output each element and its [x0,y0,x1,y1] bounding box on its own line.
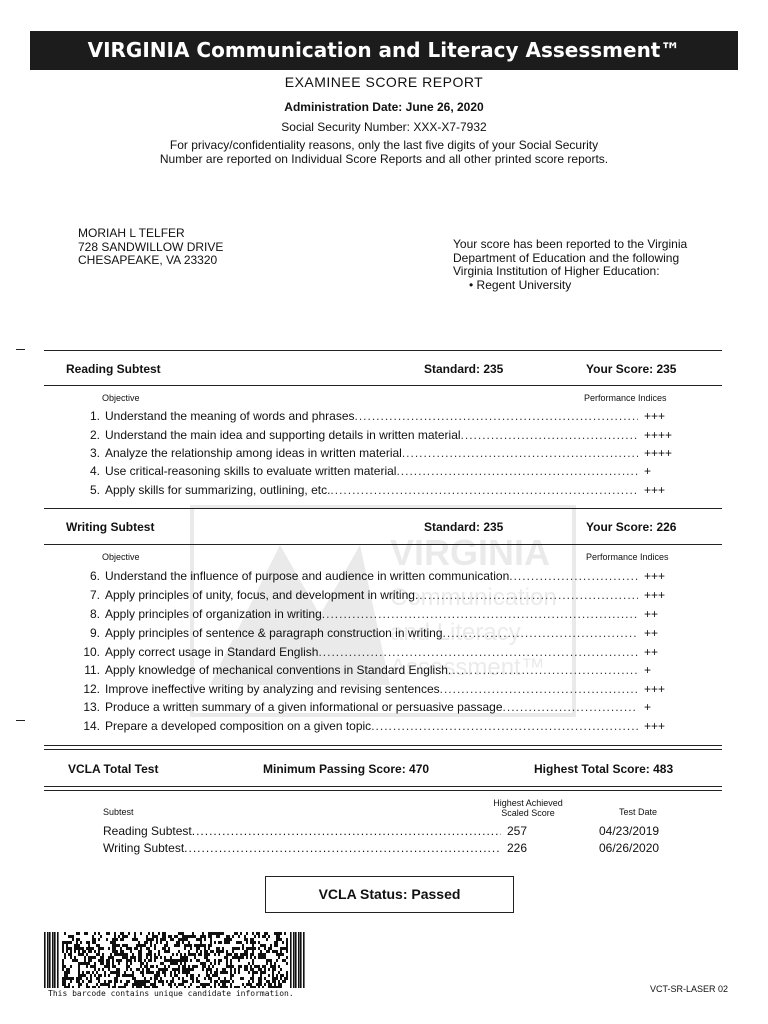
summary-subtest-header: Subtest [103,807,134,817]
performance-index: ++ [644,626,659,640]
report-subtitle: EXAMINEE SCORE REPORT [284,74,484,90]
objective-number: 2. [89,428,100,442]
watermark-line-4: Assessment™ [390,654,545,681]
summary-score: 226 [507,841,528,855]
performance-index: ++ [644,645,659,659]
objective-text: Apply skills for summarizing, outlining, etc. [105,483,331,497]
minimum-passing-score: Minimum Passing Score: 470 [263,762,430,776]
objective-text: Prepare a developed composition on a given topic [105,719,372,733]
summary-score: 257 [507,824,528,838]
performance-index: +++ [644,719,666,733]
performance-index: +++ [644,409,666,423]
objective-row [78,446,690,460]
objective-number: 7. [89,588,100,602]
objective-row [78,588,690,602]
margin-tick-bottom [16,720,25,721]
objective-row [78,682,690,696]
performance-index: + [644,700,652,714]
writing-objective-header: Objective [102,552,140,562]
objective-text: Understand the influence of purpose and audience in written communication [105,569,510,583]
objective-row [78,464,690,478]
reading-subtest-header [66,362,722,376]
total-test-title: VCLA Total Test [68,762,159,776]
writing-standard: Standard: 235 [424,520,504,534]
performance-index: +++ [644,588,666,602]
objective-text: Analyze the relationship among ideas in written material [105,446,402,460]
objective-text: Use critical-reasoning skills to evaluate written material [105,464,397,478]
objective-text: Apply principles of organization in writing [105,607,322,621]
notice-line-1: Your score has been reported to the Virginia [453,237,688,251]
summary-subtest: Reading Subtest [103,824,192,838]
summary-row [103,841,683,856]
total-test-row [68,762,722,776]
reading-objective-header: Objective [102,393,140,403]
score-header-line-1: Highest Achieved [493,798,563,808]
watermark-line-3: and Literacy [390,619,521,646]
objective-row [78,409,690,423]
objective-row [78,569,690,583]
objective-number: 13. [83,700,100,714]
notice-line-3: Virginia Institution of Higher Education: [453,264,660,278]
summary-subtest: Writing Subtest [103,841,185,855]
objective-number: 9. [89,626,100,640]
writing-indices-header: Performance Indices [586,552,669,562]
writing-your-score: Your Score: 226 [586,520,677,534]
objective-number: 11. [84,663,100,677]
objective-row [78,663,690,677]
writing-subtest-header [66,520,722,534]
objective-row [78,719,690,733]
privacy-line-1: For privacy/confidentiality reasons, only the last five digits of your Social Security [169,138,599,152]
objective-row [78,645,690,659]
objective-number: 6. [89,569,100,583]
objective-row [78,607,690,621]
highest-total-score: Highest Total Score: 483 [534,762,674,776]
reading-your-score: Your Score: 235 [586,362,677,376]
objective-text: Produce a written summary of a given informational or persuasive passage [105,700,503,714]
privacy-line-2: Number are reported on Individual Score Reports and all other printed score reports. [159,152,609,166]
performance-index: + [644,663,652,677]
summary-date: 06/26/2020 [599,841,660,855]
institution-item: • Regent University [469,277,572,292]
summary-date-header: Test Date [619,807,658,817]
notice-line-2: Department of Education and the following [453,250,680,265]
performance-index: ++++ [644,446,673,460]
watermark-line-2: Communication [390,584,557,611]
performance-index: ++++ [644,428,673,442]
social-security-number: Social Security Number: XXX-X7-7932 [281,120,487,134]
objective-row [78,428,690,442]
section-rule [44,508,722,509]
writing-subtest-title: Writing Subtest [66,520,155,534]
objective-text: Apply principles of sentence & paragraph construction in writing [105,626,443,640]
objective-text: Improve ineffective writing by analyzing and revising sentences [105,682,440,696]
objective-number: 1. [89,409,100,423]
objective-row [78,483,690,497]
summary-score-header [480,798,576,818]
summary-row [103,824,683,839]
performance-index: +++ [644,483,666,497]
double-rule [44,745,722,750]
score-header-line-2: Scaled Score [501,808,555,818]
objective-number: 10. [83,645,100,659]
section-rule [44,385,722,386]
performance-index: ++ [644,607,659,621]
administration-date: Administration Date: June 26, 2020 [284,100,484,114]
performance-index: +++ [644,682,666,696]
double-rule [44,786,722,791]
margin-tick-top [16,349,25,350]
objective-text: Understand the meaning of words and phrases [105,409,355,423]
report-title-banner: VIRGINIA Communication and Literacy Assessment™ [30,31,738,70]
objective-number: 3. [89,446,100,460]
objective-number: 12. [83,682,100,696]
watermark-line-1: VIRGINIA [390,532,551,573]
summary-date: 04/23/2019 [599,824,660,838]
address-street: 728 SANDWILLOW DRIVE [78,239,224,254]
objective-text: Apply correct usage in Standard English [105,645,319,659]
examinee-name: MORIAH L TELFER [78,226,185,240]
form-id: VCT-SR-LASER 02 [650,984,729,994]
objective-number: 14. [83,719,100,733]
privacy-notice [0,138,768,166]
objective-number: 4. [89,464,100,478]
objective-text: Understand the main idea and supporting details in written material [105,428,461,442]
objective-text: Apply knowledge of mechanical conventions in Standard English [105,663,448,677]
section-rule [44,350,722,351]
reading-subtest-title: Reading Subtest [66,362,161,376]
objective-row [78,626,690,640]
objective-number: 8. [89,607,100,621]
objective-row [78,700,690,714]
score-reported-notice [453,238,687,292]
reading-indices-header: Performance Indices [584,393,667,403]
reading-standard: Standard: 235 [424,362,504,376]
performance-index: +++ [644,569,666,583]
section-rule [44,544,722,545]
examinee-address [78,227,223,268]
candidate-barcode [44,932,306,988]
objective-number: 5. [89,483,100,497]
barcode-note: This barcode contains unique candidate information. [48,989,294,998]
objective-text: Apply principles of unity, focus, and development in writing [105,588,415,602]
performance-index: + [644,464,652,478]
vcla-status-box: VCLA Status: Passed [265,876,514,913]
address-city: CHESAPEAKE, VA 23320 [78,253,218,267]
